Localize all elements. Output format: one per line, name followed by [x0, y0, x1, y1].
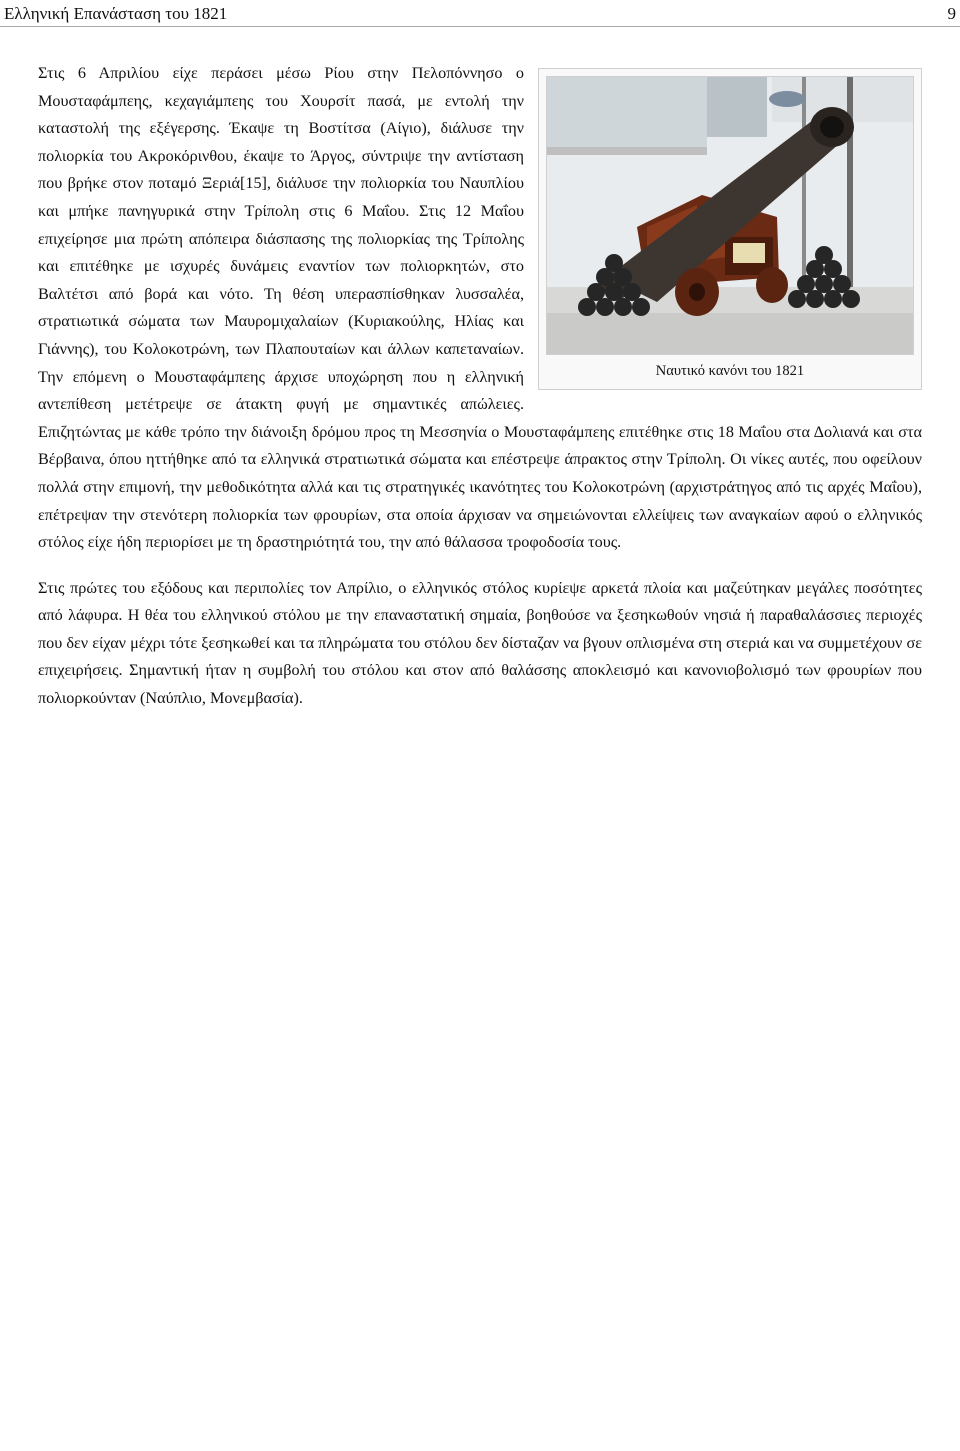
- running-header: [0, 0, 960, 28]
- paragraph: Στις 6 Απριλίου είχε περάσει μέσω Ρίου στην Πελοπόννησο ο Μουσταφάμπεης, κεχαγιάμπεης του Χουρσίτ πασά, με εντολή την καταστολή της εξέγερσης. Έκαψε τη Βοστίτσα (Αίγιο), διάλυσε την πολιορκία του Ακροκόρινθου, έκαψε το Άργος, σύντριψε την αντίσταση που βρήκε στον ποταμό Ξεριά[15], διάλυσε την πολιορκία του Ναυπλίου και μπήκε πανηγυρικά στην Τρίπολη στις 6 Μαΐου. Στις 12 Μαΐου επιχείρησε μια πρώτη απόπειρα διάσπασης της πολιορκίας της Τρίπολης και επιτέθηκε με ισχυρές δυνάμεις εναντίον των πολιορκητών, στο Βαλτέτσι από βορά και νότο. Τη θέση υπερασπίσθηκαν λυσσαλέα, στρατιωτικά σώματα των Μαυρομιχαλαίων (Κυριακούλης, Ηλίας και Γιάννης), του Κολοκοτρώνη, των Πλαπουταίων και άλλων καπεταναίων. Την επόμενη ο Μουσταφάμπεης άρχισε υποχώρηση που η ελληνική αντεπίθεση μετέτρεψε σε άτακτη φυγή με σημαντικές απώλειες. Επιζητώντας με κάθε τρόπο την διάνοιξη δρόμου προς τη Μεσσηνία ο Μουσταφάμπεης επιτέθηκε στις 18 Μαΐου στα Δολιανά και στα Βέρβαινα, όπου ηττήθηκε από τα ελληνικά στρατιωτικά σώματα και επέστρεψε άπρακτος στην Τρίπολη. Οι νίκες αυτές, που οφείλουν πολλά στην επιμονή, την μεθοδικότητα αλλά και τις στρατηγικές ικανότητες του Κολοκοτρώνη (αρχιστράτηγος από τις αρχές Μαΐου), επέτρεψαν την στενότερη πολιορκία των φρουρίων, στα οποία άρχισαν να σημειώνονται ελλείψεις των αναγκαίων αφού ο ελληνικός στόλος είχε ήδη περιορίσει με τη δραστηριότητά του, την από θάλασσα τροφοδοσία τους.: [38, 64, 922, 552]
- figure-caption: Ναυτικό κανόνι του 1821: [655, 363, 805, 379]
- paragraph: Στις πρώτες του εξόδους και περιπολίες τον Απρίλιο, ο ελληνικός στόλος κυρίεψε αρκετά πλοία και μαζεύτηκαν μεγάλες ποσότητες από λάφυρα. Η θέα του ελληνικού στόλου με την επαναστατική σημαία, βοηθούσε να ξεσηκωθούν νησιά ή παραθαλάσσιες περιοχές που δεν είχαν μέχρι τότε ξεσηκωθεί και τα πληρώματα του στόλου δεν δίσταζαν να βγουν οπλισμένα στη στεριά και να συμμετέχουν σε επιχειρήσεις. Σημαντική ήταν η συμβολή του στόλου και στον από θαλάσσης αποκλεισμό και κανονιοβολισμό των φρουρίων που πολιορκούνταν (Ναύπλιο, Μονεμβασία).: [38, 578, 922, 708]
- figure-image-frame: [546, 76, 914, 355]
- running-header-title: Ελληνική Επανάσταση του 1821: [4, 4, 228, 23]
- article-body: [38, 60, 922, 731]
- page-number: 9: [947, 4, 956, 23]
- header-divider: [0, 26, 960, 27]
- cannon-photo: [547, 77, 913, 354]
- figure: [538, 68, 922, 390]
